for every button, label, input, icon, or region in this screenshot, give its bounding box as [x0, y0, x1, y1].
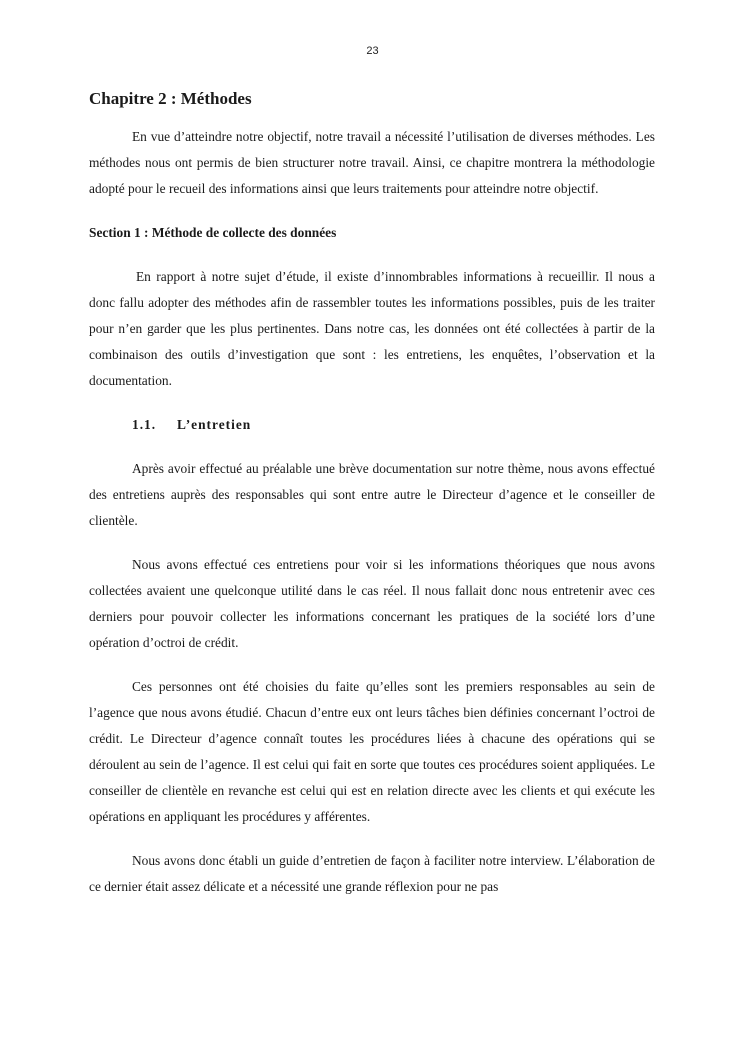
chapter-title: Chapitre 2 : Méthodes	[89, 89, 252, 108]
section-title: Section 1 : Méthode de collecte des données	[89, 225, 337, 240]
body-paragraph: Après avoir effectué au préalable une brève documentation sur notre thème, nous avons effectué des entretiens auprès des responsables qui sont entre autre le Directeur d’agence et le conseiller de clientèle.	[89, 461, 655, 528]
subsection-heading	[132, 412, 655, 438]
body-paragraph: Ces personnes ont été choisies du faite qu’elles sont les premiers responsables au sein de l’agence que nous avons étudié. Chacun d’entre eux ont leurs tâches bien définies concernant l’octroi de crédit. Le Directeur d’agence connaît toutes les procédures liées à chacune des opérations qui se déroulent au sein de l’agence. Il est celui qui fait en sorte que toutes ces procédures soient appliquées. Le conseiller de clientèle en revanche est celui qui est en relation directe avec les clients et qui exécute les opérations en appliquant les procédures y afférentes.	[89, 679, 655, 824]
document-body	[89, 86, 655, 918]
subsection-title: L’entretien	[177, 417, 252, 432]
body-paragraph: Nous avons donc établi un guide d’entretien de façon à faciliter notre interview. L’élaboration de ce dernier était assez délicate et a nécessité une grande réflexion pour ne pas	[89, 853, 655, 894]
page-number: 23	[366, 45, 379, 57]
body-paragraph: Nous avons effectué ces entretiens pour voir si les informations théoriques que nous avons collectées avaient une quelconque utilité dans le cas réel. Il nous fallait donc nous entretenir avec ces derniers pour pouvoir collecter les informations concernant les pratiques de la société lors d’une opération d’octroi de crédit.	[89, 557, 655, 650]
intro-paragraph: En vue d’atteindre notre objectif, notre travail a nécessité l’utilisation de diverses méthodes. Les méthodes nous ont permis de bien structurer notre travail. Ainsi, ce chapitre montrera la méthodologie adopté pour le recueil des informations ainsi que leurs traitements pour atteindre notre objectif.	[89, 129, 655, 196]
subsection-number: 1.1.	[132, 417, 157, 432]
section-paragraph: En rapport à notre sujet d’étude, il existe d’innombrables informations à recueillir. Il nous a donc fallu adopter des méthodes afin de rassembler toutes les informations possibles, puis de les traiter pour n’en garder que les plus pertinentes. Dans notre cas, les données ont été collectées à partir de la combinaison des outils d’investigation que sont : les entretiens, les enquêtes, l’observation et la documentation.	[89, 269, 655, 388]
